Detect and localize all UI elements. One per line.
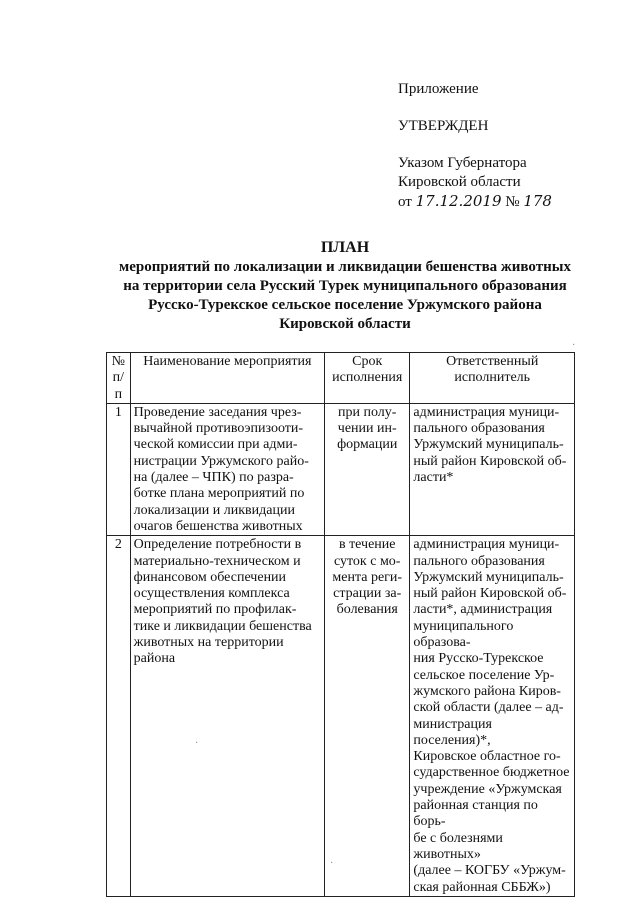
scan-speck: · xyxy=(195,738,199,749)
scan-speck: · xyxy=(572,340,576,351)
row-deadline: при полу- чении ин- формации xyxy=(325,403,410,535)
header-num: № п/п xyxy=(107,353,131,404)
row-activity: Проведение заседания чрез- вычайной противоэпизооти- ческой комиссии при адми- нистрации Уржумского райо- на (далее – ЧПК) по разра- ботке плана мероприятий по локализации и ликвидации очагов бешенства животных xyxy=(130,403,324,535)
date-prefix: от xyxy=(398,194,412,210)
scan-speck: · xyxy=(330,858,334,869)
row-responsible: администрация муници- пального образования Уржумский муниципаль- ный район Кировской об- ласти*, администрация муниципального образова- ния Русско-Турекское сельское поселение Ур- жумского района Киров- ской области (далее – ад- министрация поселения)*, Кировское областное го- сударственное бюджетное учреждение «Уржумская районная станция по борь- бе с болезнями животных» (далее – КОГБУ «Уржум- ская районная СББЖ») xyxy=(410,536,575,897)
row-number: 1 xyxy=(107,403,131,535)
plan-title-line-1: мероприятий по локализации и ликвидации бешенства животных xyxy=(119,259,571,275)
number-sign: № xyxy=(505,194,520,210)
plan-title xyxy=(90,238,600,334)
table-header-row xyxy=(107,353,575,404)
plan-title-line-4: Кировской области xyxy=(279,316,411,332)
row-deadline: в течение суток с мо- мента реги- страции за- болевания xyxy=(325,536,410,897)
header-responsible: Ответственный исполнитель xyxy=(410,353,575,404)
decree-date-line xyxy=(398,192,618,212)
decree-line-2: Кировской области xyxy=(398,174,521,190)
plan-title-line-2: на территории села Русский Турек муниципального образования xyxy=(123,278,567,294)
handwritten-date: 17.12.2019 xyxy=(415,192,502,210)
appendix-label: Приложение xyxy=(398,81,479,97)
row-activity: Определение потребности в материально-техническом и финансовом обеспечении осуществления комплекса мероприятий по профилак- тике и ликвидации бешенства животных на территории района xyxy=(130,536,324,897)
row-number: 2 xyxy=(107,536,131,897)
header-term: Срок исполнения xyxy=(325,353,410,404)
row-responsible: администрация муници- пального образования Уржумский муниципаль- ный район Кировской об- ласти* xyxy=(410,403,575,535)
plan-title-line-3: Русско-Турекское сельское поселение Уржумского района xyxy=(148,297,542,313)
plan-heading: ПЛАН xyxy=(320,239,370,256)
approval-block xyxy=(398,80,618,212)
plan-table xyxy=(106,352,575,897)
header-name: Наименование мероприятия xyxy=(130,353,324,404)
table-row xyxy=(107,403,575,535)
handwritten-number: 178 xyxy=(523,192,552,210)
approved-label: УТВЕРЖДЕН xyxy=(398,118,489,134)
table-row xyxy=(107,536,575,897)
decree-line-1: Указом Губернатора xyxy=(398,155,527,171)
